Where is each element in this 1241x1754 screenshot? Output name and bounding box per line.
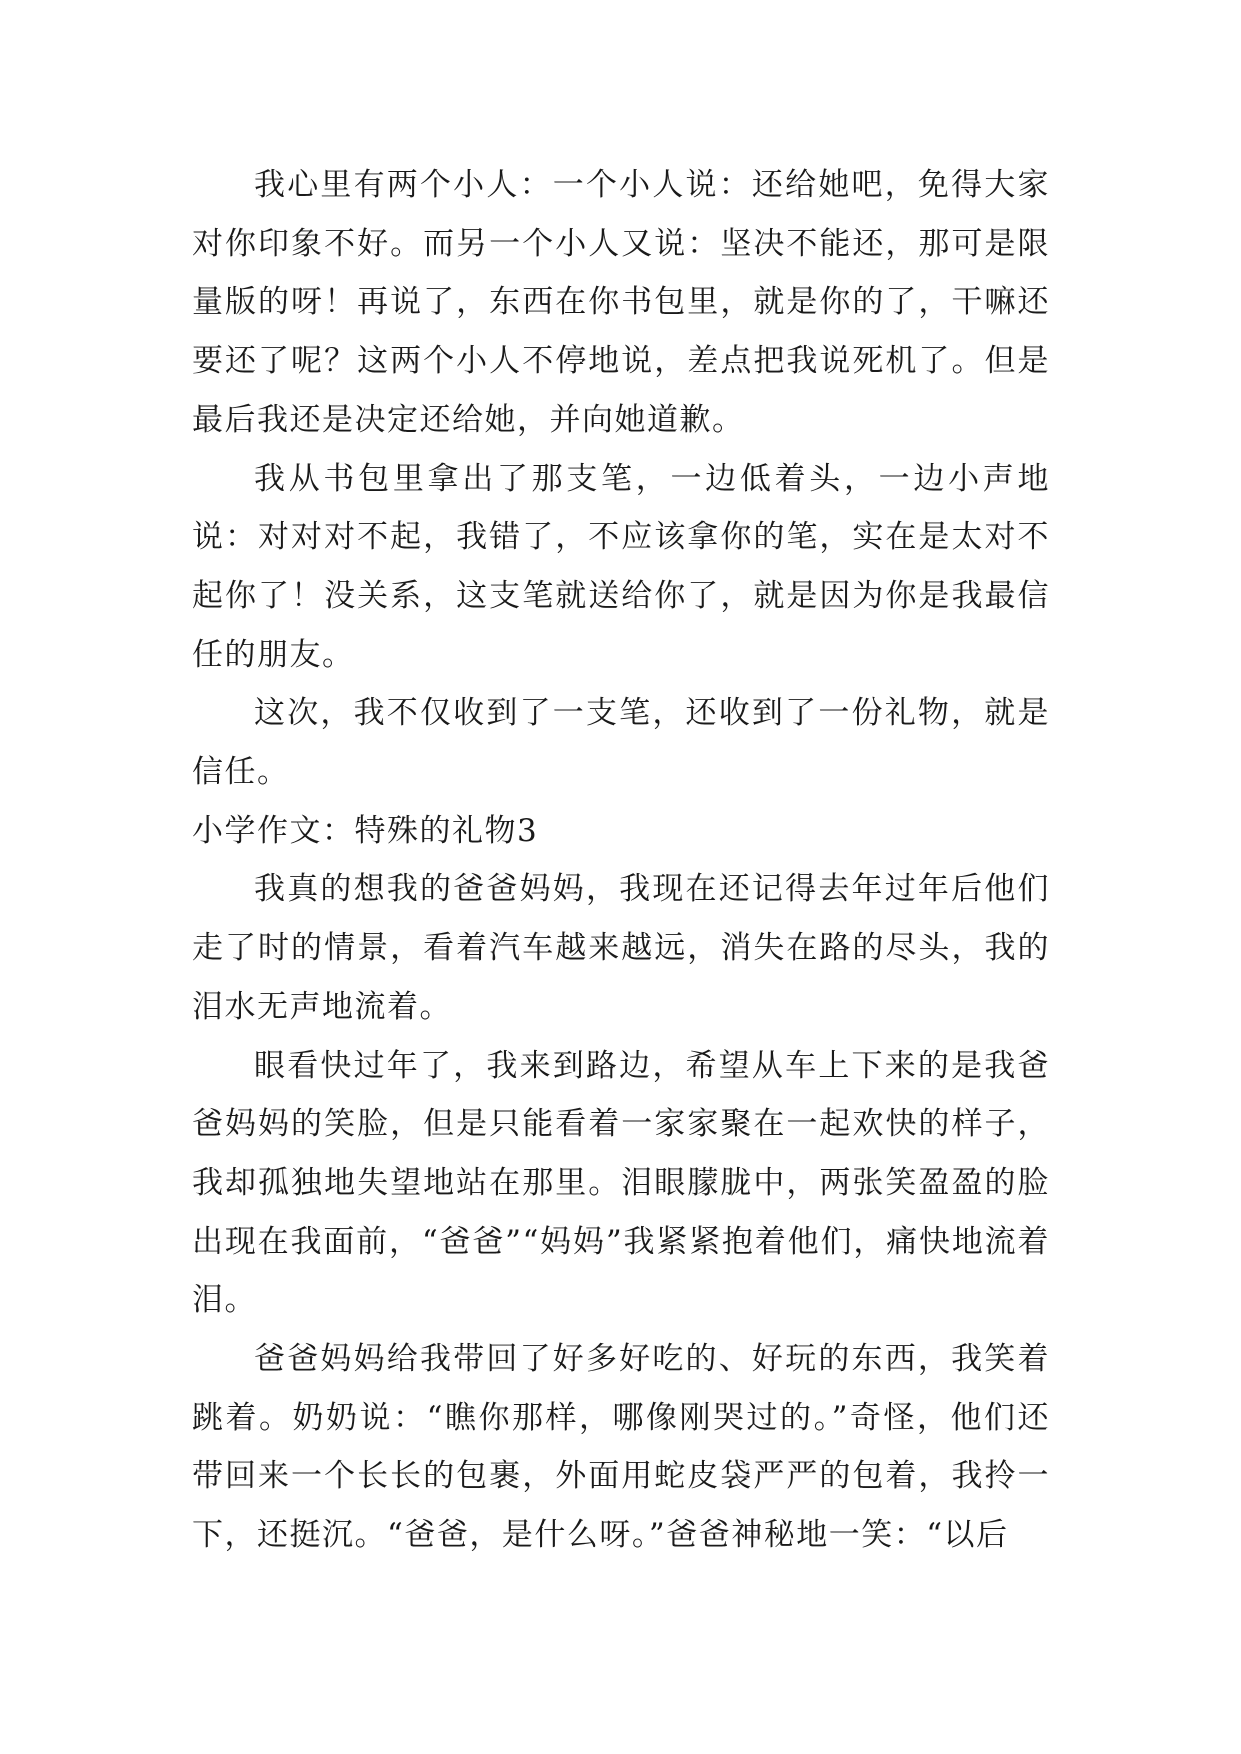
section-heading: 小学作文：特殊的礼物3 xyxy=(192,812,539,849)
paragraph: 我从书包里拿出了那支笔，一边低着头，一边小声地说：对对对不起，我错了，不应该拿你的笔，实在是太对不起你了！没关系，这支笔就送给你了，就是因为你是我最信任的朋友。 xyxy=(192,460,1050,673)
paragraph: 眼看快过年了，我来到路边，希望从车上下来的是我爸爸妈妈的笑脸，但是只能看着一家家聚在一起欢快的样子，我却孤独地失望地站在那里。泪眼朦胧中，两张笑盈盈的脸出现在我面前，“爸爸”“妈妈”我紧紧抱着他们，痛快地流着泪。 xyxy=(192,1047,1050,1319)
paragraph: 爸爸妈妈给我带回了好多好吃的、好玩的东西，我笑着跳着。奶奶说：“瞧你那样，哪像刚哭过的。”奇怪，他们还带回来一个长长的包裹，外面用蛇皮袋严严的包着，我拎一下，还挺沉。“爸爸，是什么呀。”爸爸神秘地一笑：“以后 xyxy=(192,1341,1050,1554)
paragraph: 这次，我不仅收到了一支笔，还收到了一份礼物，就是信任。 xyxy=(192,695,1050,791)
document-body xyxy=(192,156,1050,1565)
paragraph: 我心里有两个小人：一个小人说：还给她吧，免得大家对你印象不好。而另一个小人又说：坚决不能还，那可是限量版的呀！再说了，东西在你书包里，就是你的了，干嘛还要还了呢？这两个小人不停地说，差点把我说死机了。但是最后我还是决定还给她，并向她道歉。 xyxy=(192,167,1050,438)
paragraph: 我真的想我的爸爸妈妈，我现在还记得去年过年后他们走了时的情景，看着汽车越来越远，消失在路的尽头，我的泪水无声地流着。 xyxy=(192,871,1050,1025)
